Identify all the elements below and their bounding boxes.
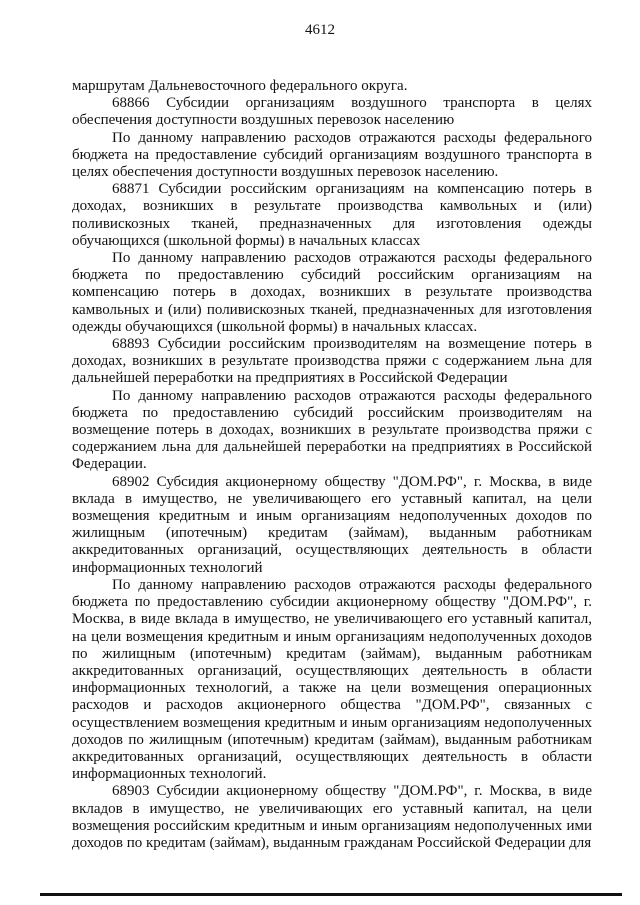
document-body — [72, 78, 592, 852]
paragraph-continuation: маршрутам Дальневосточного федерального округа. — [72, 78, 408, 94]
page-number: 4612 — [305, 22, 335, 38]
paragraph-68902-heading: 68902 Субсидия акционерному обществу "ДОМ.РФ", г. Москва, в виде вклада в имущество, не увеличивающего его уставный капитал, на цели возмещения кредитным и иным организациям недополученных доходов по жилищным (ипотечным) кредитам (займам), выданным работникам аккредитованных организаций, осуществляющих деятельность в области информационных технологий — [72, 473, 592, 576]
paragraph-68893-description: По данному направлению расходов отражаются расходы федерального бюджета по предоставлению субсидий российским производителям на возмещение потерь в доходах, возникших в результате производства пряжи с содержанием льна для дальнейшей переработки на предприятиях в Российской Федерации. — [72, 387, 592, 473]
paragraph-68866-description: По данному направлению расходов отражаются расходы федерального бюджета на предоставление субсидий организациям воздушного транспорта в целях обеспечения доступности воздушных перевозок населению. — [72, 129, 592, 181]
paragraph-68866-heading: 68866 Субсидии организациям воздушного транспорта в целях обеспечения доступности воздушных перевозок населению — [72, 95, 592, 129]
paragraph-68871-heading: 68871 Субсидии российским организациям на компенсацию потерь в доходах, возникших в результате производства камвольных и (или) поливискозных тканей, предназначенных для изготовления одежды обучающихся (школьной формы) в начальных классах — [72, 181, 592, 249]
scan-bottom-edge — [40, 893, 622, 896]
paragraph-68893-heading: 68893 Субсидии российским производителям на возмещение потерь в доходах, возникших в результате производства пряжи с содержанием льна для дальнейшей переработки на предприятиях в Российской Федерации — [72, 336, 592, 387]
paragraph-68902-description: По данному направлению расходов отражаются расходы федерального бюджета по предоставлению субсидии акционерному обществу "ДОМ.РФ", г. Москва, в виде вклада в имущество, не увеличивающего его уставный капитал, на цели возмещения кредитным и иным организациям недополученных доходов по жилищным (ипотечным) кредитам (займам), выданным работникам аккредитованных организаций, осуществляющих деятельность в области информационных технологий, а также на цели возмещения операционных расходов и расходов акционерного общества "ДОМ.РФ", связанных с осуществлением возмещения кредитным и иным организациям недополученных доходов по жилищным (ипотечным) кредитам (займам), выданным работникам аккредитованных организаций, осуществляющих деятельность в области информационных технологий. — [72, 576, 592, 783]
paragraph-68871-description: По данному направлению расходов отражаются расходы федерального бюджета по предоставлению субсидий российским организациям на компенсацию потерь в доходах, возникших в результате производства камвольных и (или) поливискозных тканей, предназначенных для изготовления одежды обучающихся (школьной формы) в начальных классах. — [72, 250, 592, 335]
paragraph-68903-heading: 68903 Субсидии акционерному обществу "ДОМ.РФ", г. Москва, в виде вкладов в имущество, не увеличивающих его уставный капитал, на цели возмещения российским кредитным и иным организациям недополученных ими доходов по кредитам (займам), выданным гражданам Российской Федерации для — [72, 783, 592, 851]
